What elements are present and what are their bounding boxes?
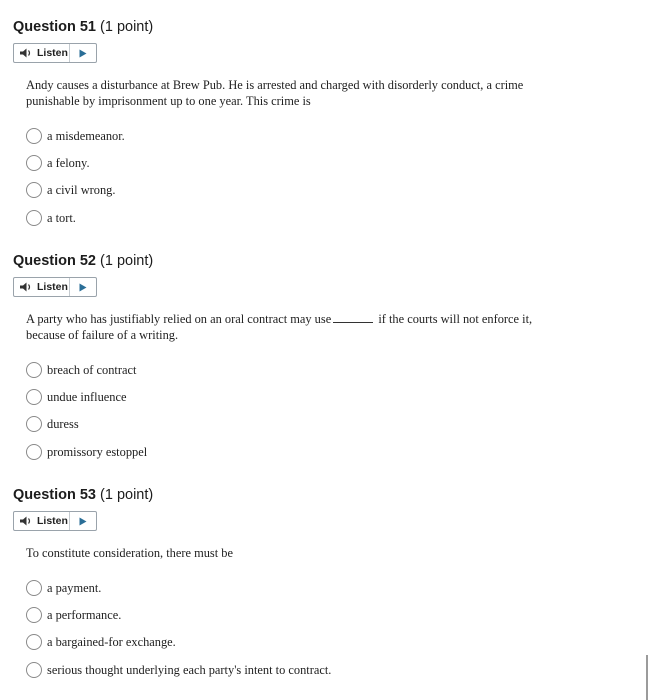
play-button[interactable] (70, 512, 96, 530)
question-title (13, 18, 153, 36)
prompt-text-before: A party who has justifiably relied on an oral contract may use (26, 312, 332, 326)
answer-option[interactable] (26, 441, 147, 463)
option-label: undue influence (47, 389, 127, 404)
listen-label: Listen (37, 515, 68, 527)
answer-option[interactable] (26, 179, 115, 201)
question-number: Question 53 (13, 487, 96, 503)
question-prompt: To constitute consideration, there must be (26, 546, 233, 560)
radio-button[interactable] (26, 580, 42, 596)
option-label: duress (47, 416, 79, 431)
listen-label: Listen (37, 47, 68, 59)
question-title (13, 252, 153, 270)
answer-option[interactable] (26, 659, 331, 681)
radio-button[interactable] (26, 416, 42, 432)
listen-button[interactable] (13, 43, 97, 63)
listen-main[interactable] (14, 44, 70, 62)
option-label: a civil wrong. (47, 182, 116, 197)
play-icon (79, 49, 87, 58)
question-number: Question 52 (13, 253, 96, 269)
speaker-icon (19, 282, 33, 292)
question-52 (0, 252, 650, 467)
option-label: a performance. (47, 607, 122, 622)
question-53 (0, 486, 650, 700)
radio-button[interactable] (26, 210, 42, 226)
answer-option[interactable] (26, 125, 125, 147)
question-points: (1 point) (100, 19, 154, 35)
speaker-icon (19, 516, 33, 526)
option-label: a bargained-for exchange. (47, 634, 176, 649)
radio-button[interactable] (26, 444, 42, 460)
speaker-icon (19, 48, 33, 58)
option-label: promissory estoppel (47, 444, 148, 459)
play-button[interactable] (70, 44, 96, 62)
radio-button[interactable] (26, 607, 42, 623)
fill-in-blank (333, 312, 373, 323)
radio-button[interactable] (26, 155, 42, 171)
radio-button[interactable] (26, 634, 42, 650)
option-label: serious thought underlying each party's intent to contract. (47, 662, 332, 677)
question-number: Question 51 (13, 19, 96, 35)
radio-button[interactable] (26, 128, 42, 144)
scrollbar-thumb[interactable] (646, 655, 648, 700)
answer-option[interactable] (26, 604, 121, 626)
question-prompt (26, 311, 566, 343)
question-title (13, 486, 153, 504)
answer-option[interactable] (26, 152, 90, 174)
option-label: breach of contract (47, 362, 137, 377)
radio-button[interactable] (26, 362, 42, 378)
answer-option[interactable] (26, 386, 126, 408)
play-button[interactable] (70, 278, 96, 296)
option-label: a misdemeanor. (47, 128, 125, 143)
listen-main[interactable] (14, 278, 70, 296)
listen-label: Listen (37, 281, 68, 293)
answer-option[interactable] (26, 631, 176, 653)
play-icon (79, 283, 87, 292)
question-points: (1 point) (100, 253, 154, 269)
answer-option[interactable] (26, 359, 136, 381)
question-prompt: Andy causes a disturbance at Brew Pub. He is arrested and charged with disorderly conduct, a crime punishable by imprisonment up to one year. This crime is (26, 78, 524, 108)
option-label: a payment. (47, 580, 102, 595)
listen-button[interactable] (13, 511, 97, 531)
option-label: a tort. (47, 210, 76, 225)
play-icon (79, 517, 87, 526)
radio-button[interactable] (26, 182, 42, 198)
question-51 (0, 18, 650, 233)
radio-button[interactable] (26, 662, 42, 678)
question-points: (1 point) (100, 487, 154, 503)
answer-option[interactable] (26, 577, 101, 599)
answer-option[interactable] (26, 207, 76, 229)
prompt-text-after: if the courts will not enforce it, because of failure of a writing. (26, 312, 533, 342)
radio-button[interactable] (26, 389, 42, 405)
answer-option[interactable] (26, 413, 79, 435)
listen-button[interactable] (13, 277, 97, 297)
listen-main[interactable] (14, 512, 70, 530)
option-label: a felony. (47, 155, 90, 170)
